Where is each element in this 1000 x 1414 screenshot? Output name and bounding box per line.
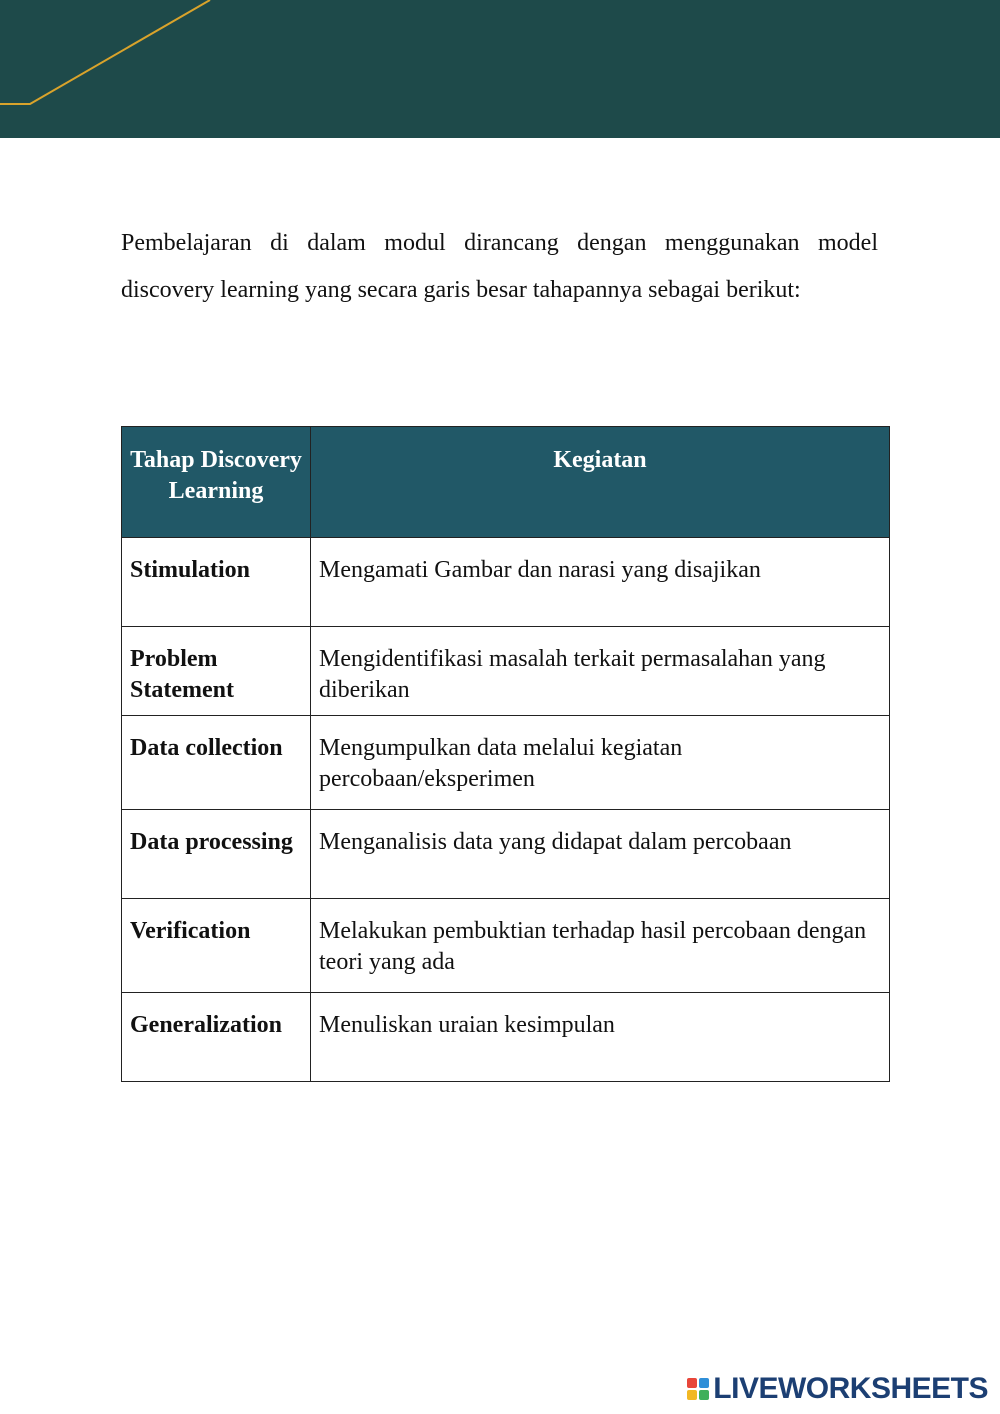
liveworksheets-logo [687, 1372, 988, 1406]
activity-cell: Menganalisis data yang didapat dalam percobaan [311, 810, 890, 899]
logo-mark-icon [687, 1378, 709, 1400]
logo-square-yellow [687, 1390, 697, 1400]
table-row [122, 716, 890, 810]
stage-cell: Stimulation [122, 538, 311, 627]
header-accent-line-path [0, 0, 210, 104]
header-activity: Kegiatan [311, 427, 890, 538]
table-row [122, 810, 890, 899]
activity-cell: Mengidentifikasi masalah terkait permasalahan yang diberikan [311, 627, 890, 716]
table-row [122, 993, 890, 1082]
header-stage: Tahap Discovery Learning [122, 427, 311, 538]
logo-square-blue [699, 1378, 709, 1388]
table-row [122, 899, 890, 993]
activity-cell: Mengamati Gambar dan narasi yang disajikan [311, 538, 890, 627]
stage-cell: Data processing [122, 810, 311, 899]
stage-cell: Data collection [122, 716, 311, 810]
logo-square-green [699, 1390, 709, 1400]
activity-cell: Melakukan pembuktian terhadap hasil percobaan dengan teori yang ada [311, 899, 890, 993]
header-accent-line [0, 0, 1000, 138]
table-row [122, 538, 890, 627]
table-header-row [122, 427, 890, 538]
logo-square-red [687, 1378, 697, 1388]
stage-cell: Verification [122, 899, 311, 993]
activity-cell: Menuliskan uraian kesimpulan [311, 993, 890, 1082]
discovery-learning-table [121, 426, 890, 1082]
intro-paragraph: Pembelajaran di dalam modul dirancang dengan menggunakan model discovery learning yang secara garis besar tahapannya sebagai berikut: [121, 230, 878, 303]
stage-cell: Generalization [122, 993, 311, 1082]
stage-cell: Problem Statement [122, 627, 311, 716]
logo-text: LIVEWORKSHEETS [713, 1372, 988, 1405]
header-band [0, 0, 1000, 138]
activity-cell: Mengumpulkan data melalui kegiatan percobaan/eksperimen [311, 716, 890, 810]
table-row [122, 627, 890, 716]
